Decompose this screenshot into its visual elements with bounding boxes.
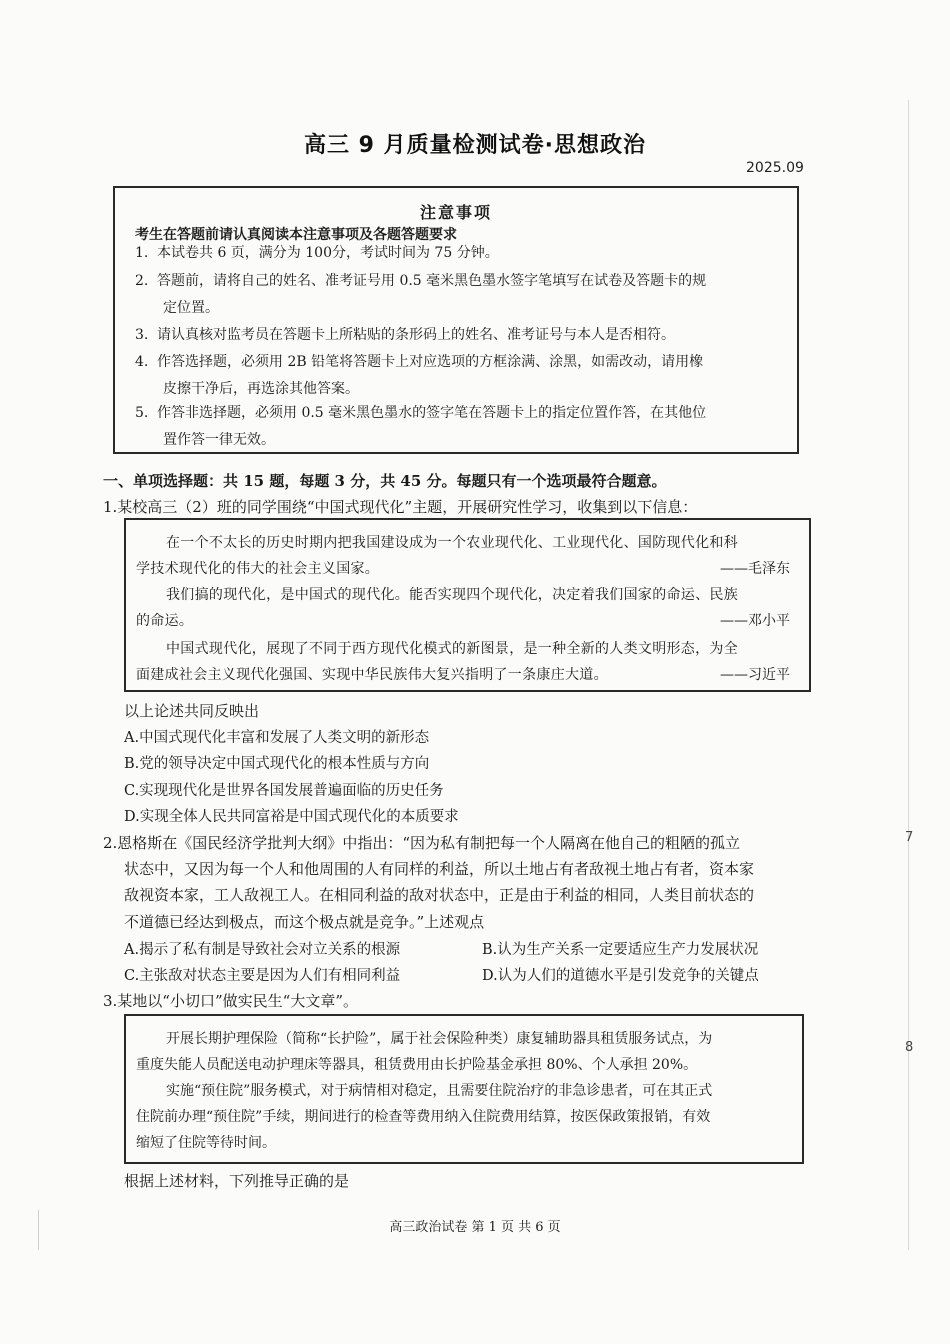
quote-text: 在一个不太长的历史时期内把我国建设成为一个农业现代化、工业现代化、国防现代化和科 [166,535,738,551]
page-title: 高三 9 月质量检测试卷·思想政治 [304,133,646,158]
notice-title: 注意事项 [419,203,492,222]
material-text: 住院前办理“预住院”手续，期间进行的检查等费用纳入住院费用结算，按医保政策报销，有效 [136,1109,711,1125]
notice-item [135,400,785,454]
material-text: 开展长期护理保险（简称“长护险”，属于社会保险种类）康复辅助器具租赁服务试点，为 [166,1031,713,1047]
margin-mark: 7 [905,830,914,845]
q2-option-d: D.认为人们的道德水平是引发竞争的关键点 [482,968,759,984]
q1-stem: 1.某校高三（2）班的同学围绕“中国式现代化”主题，开展研究性学习，收集到以下信息： [103,498,698,516]
notice-item-number: 2. [135,273,149,289]
q2-stem-line: 状态中，又因为每一个人和他周围的人有同样的利益，所以土地占有者敌视土地占有者，资本家 [124,860,755,878]
notice-item-text: 答题前，请将自己的姓名、准考证号用 0.5 毫米黑色墨水签字笔填写在试卷及答题卡的规 [157,273,707,289]
material-text: 缩短了住院等待时间。 [136,1135,276,1151]
notice-item [135,240,785,267]
quote-text: 我们搞的现代化，是中国式的现代化。能否实现四个现代化，决定着我们国家的命运、民族 [166,587,738,603]
q1-option-a: A.中国式现代化丰富和发展了人类文明的新形态 [124,730,430,746]
notice-item-number: 3. [135,327,149,343]
quote-text: 学技术现代化的伟大的社会主义国家。 [136,561,380,577]
quote-text: 中国式现代化，展现了不同于西方现代化模式的新图景，是一种全新的人类文明形态，为全 [166,641,738,657]
margin-mark: 8 [905,1040,914,1055]
q1-option-c: C.实现现代化是世界各国发展普遍面临的历史任务 [124,783,444,799]
notice-item [135,322,785,349]
q2-option-b: B.认为生产关系一定要适应生产力发展状况 [482,942,759,958]
notice-item-number: 1. [135,245,149,261]
notice-item-text: 本试卷共 6 页，满分为 100分，考试时间为 75 分钟。 [157,245,499,261]
exam-date: 2025.09 [746,160,804,176]
page-footer: 高三政治试卷 第 1 页 共 6 页 [389,1220,561,1235]
quote-text: 的命运。 [136,613,194,629]
notice-item-continuation: 置作答一律无效。 [163,432,275,448]
quote-author: ——习近平 [720,667,790,683]
q1-option-d: D.实现全体人民共同富裕是中国式现代化的本质要求 [124,809,459,825]
q3-stem: 3.某地以“小切口”做实民生“大文章”。 [103,992,358,1010]
notice-item-text: 请认真核对监考员在答题卡上所粘贴的条形码上的姓名、准考证号与本人是否相符。 [157,327,675,343]
q2-stem-line: 不道德已经达到极点，而这个极点就是竞争。”上述观点 [124,913,485,931]
q2-stem-line: 敌视资本家，工人敌视工人。在相同利益的敌对状态中，正是由于利益的相同，人类目前状态的 [124,886,755,904]
quote-author: ——毛泽东 [720,561,790,577]
scan-edge-line [908,100,909,1250]
quote-author: ——邓小平 [720,613,790,629]
notice-item-number: 4. [135,354,149,370]
notice-item-text: 作答非选择题，必须用 0.5 毫米黑色墨水的签字笔在答题卡上的指定位置作答，在其他位 [157,405,707,421]
q2-option-c: C.主张敌对状态主要是因为人们有相同利益 [124,968,401,984]
notice-box [113,186,799,454]
notice-item [135,349,785,403]
notice-item-continuation: 定位置。 [163,300,219,316]
section-heading: 一、单项选择题：共 15 题，每题 3 分，共 45 分。每题只有一个选项最符合题意。 [103,472,667,490]
notice-item-continuation: 皮擦干净后，再选涂其他答案。 [163,381,359,397]
material-text: 重度失能人员配送电动护理床等器具，租赁费用由长护险基金承担 80%、个人承担 20%。 [136,1057,698,1073]
quote-text: 面建成社会主义现代化强国、实现中华民族伟大复兴指明了一条康庄大道。 [136,667,608,683]
q2-stem-line: 2.恩格斯在《国民经济学批判大纲》中指出：“因为私有制把每一个人隔离在他自己的粗陋的孤立 [103,834,740,852]
notice-item-text: 作答选择题，必须用 2B 铅笔将答题卡上对应选项的方框涂满、涂黑，如需改动，请用橡 [157,354,704,370]
q2-option-a: A.揭示了私有制是导致社会对立关系的根源 [124,942,401,958]
q3-material-box [124,1014,804,1164]
q1-quote-box [124,518,811,692]
notice-item-number: 5. [135,405,149,421]
notice-intro: 考生在答题前请认真阅读本注意事项及各题答题要求 [135,227,457,243]
notice-item [135,268,785,322]
q1-option-b: B.党的领导决定中国式现代化的根本性质与方向 [124,756,430,772]
material-text: 实施“预住院”服务模式，对于病情相对稳定，且需要住院治疗的非急诊患者，可在其正式 [166,1083,713,1099]
q3-prompt: 根据上述材料，下列推导正确的是 [124,1172,350,1190]
q1-prompt: 以上论述共同反映出 [124,702,260,720]
